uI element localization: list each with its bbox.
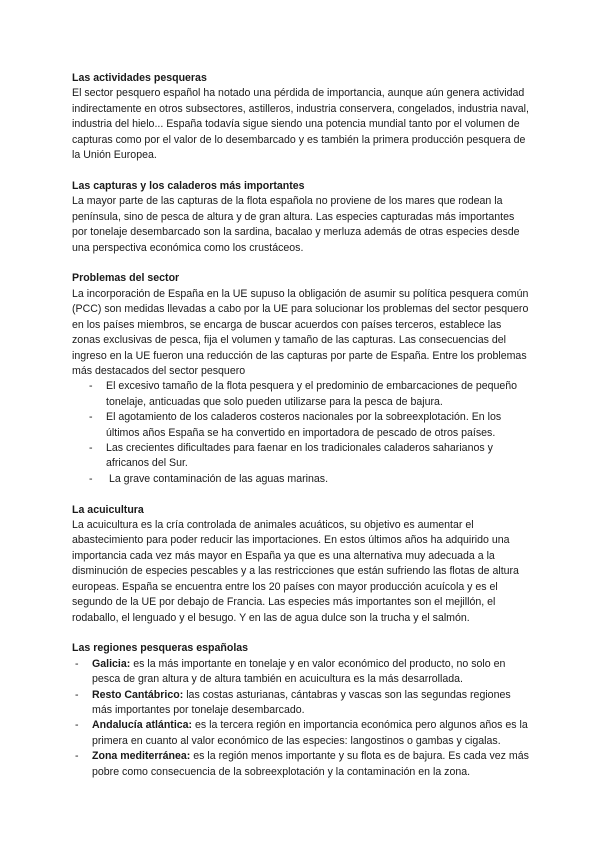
section-paragraph: El sector pesquero español ha notado una pérdida de importancia, aunque aún genera actividad indirectamente en otros subsectores, astilleros, industria conservera, congelados, industria naval, industria del hielo... España todavía sigue siendo una potencia mundial tanto por el volumen de capturas como por el valor de lo desembarcado y es también la primera producción pesquera de la Unión Europea. [72,87,529,162]
region-text: es la región menos importante y su flota es de bajura. Es cada vez más pobre como consecuencia de la sobreexplotación y la contaminación en la zona. [92,750,529,778]
list-item-text: La grave contaminación de las aguas marinas. [106,472,329,485]
list-item [72,718,532,749]
section-paragraph: La incorporación de España en la UE supuso la obligación de asumir su política pesquera común (PCC) son medidas llevadas a cabo por la UE para solucionar los problemas del sector pesquero en los países miembros, se encarga de buscar acuerdos con países terceros, establece las zonas exclusivas de pesca, fija el volumen y tamaño de las capturas. Las consecuencias del ingreso en la UE fueron una reducción de las capturas por parte de España. Entre los problemas más destacados del sector pesquero [72,287,529,377]
section-problemas-sector [72,271,532,487]
list-item-text: Las crecientes dificultades para faenar en los tradicionales caladeros saharianos y africanos del Sur. [106,441,493,470]
dash-bullet: - [89,380,93,393]
section-heading: Las regiones pesqueras españolas [72,642,249,655]
region-text: es la tercera región en importancia económica pero algunos años es la primera en cuanto al valor económico de las especies: langostinos o gambas y cigalas. [92,719,528,747]
dash-bullet: - [75,688,79,701]
section-paragraph: La acuicultura es la cría controlada de animales acuáticos, su objetivo es aumentar el abastecimiento para poder reducir las importaciones. En estos últimos años ha adquirido una importancia cada vez más mayor en España ya que es una alternativa muy adecuada a la disminución de especies pescables y a las restricciones que están sufriendo las flotas de altura europeas. España se encuentra entre los 20 países con mayor producción acuícola y es el segundo de la UE por debajo de Francia. Las especies más importantes son el mejillón, el rodaballo, el lenguado y el besugo. Y en las de agua dulce son la trucha y el salmón. [72,519,519,624]
dash-bullet: - [75,657,79,670]
section-actividades-pesqueras [72,71,532,163]
list-item [72,441,532,472]
region-term: Resto Cantábrico: [92,688,184,701]
region-term: Zona mediterránea: [92,750,191,763]
dash-bullet: - [75,719,79,732]
section-heading: Las actividades pesqueras [72,72,207,84]
section-capturas-caladeros [72,179,532,256]
section-paragraph: La mayor parte de las capturas de la flota española no proviene de los mares que rodean la península, sino de pesca de altura y de gran altura. Las especies capturadas más importantes por tonelaje desembarcado son la sardina, bacalao y merluza además de otras especies desde una perspectiva económica como los crustáceos. [72,195,520,254]
list-item [72,688,532,719]
list-item [72,749,532,780]
regions-list [72,657,532,780]
dash-bullet: - [89,472,93,485]
list-item [72,657,532,688]
region-term: Andalucía atlántica: [92,719,193,732]
list-item-text: El agotamiento de los caladeros costeros nacionales por la sobreexplotación. En los últimos años España se ha convertido en importadora de pescado de otros países. [106,411,502,439]
region-term: Galicia: [92,657,131,670]
list-item [72,472,532,487]
section-heading: La acuicultura [72,503,144,516]
region-text: las costas asturianas, cántabras y vascas son las segundas regiones más importantes por tonelaje desembarcado. [92,688,511,717]
section-regiones-pesqueras [72,641,532,780]
section-heading: Las capturas y los caladeros más importantes [72,179,305,192]
problems-list [72,379,532,487]
dash-bullet: - [89,441,93,454]
region-text: es la más importante en tonelaje y en valor económico del producto, no solo en pesca de gran altura y de altura también en acuicultura es la más desarrollada. [92,657,506,686]
dash-bullet: - [75,750,79,763]
document-body [72,71,532,796]
list-item-text: El excesivo tamaño de la flota pesquera y el predominio de embarcaciones de pequeño tonelaje, anticuadas que solo pueden utilizarse para la pesca de bajura. [106,380,518,408]
section-heading: Problemas del sector [72,272,180,285]
dash-bullet: - [89,411,93,424]
list-item [72,410,532,441]
section-acuicultura [72,503,532,626]
list-item [72,379,532,410]
